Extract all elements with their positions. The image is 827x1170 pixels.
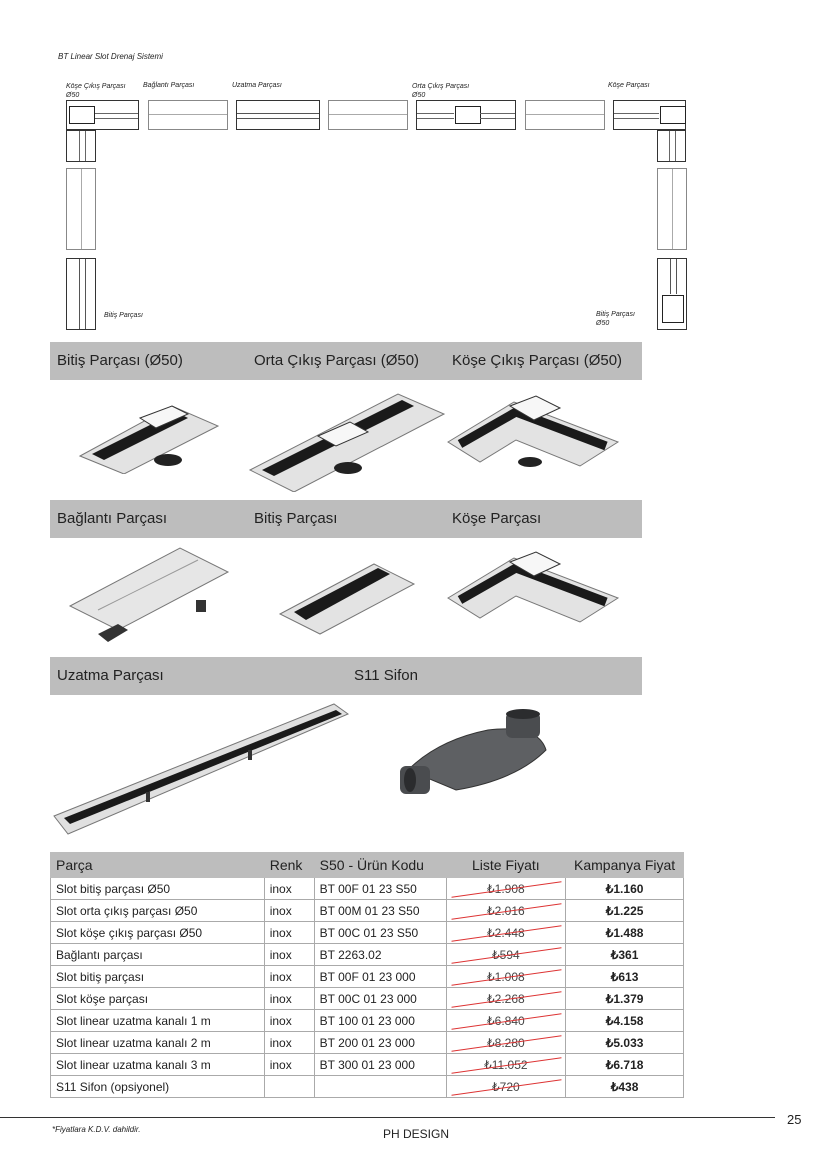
vat-footnote: *Fiyatlara K.D.V. dahildir.	[52, 1125, 141, 1134]
cell-list-price: ₺2.016	[446, 900, 566, 922]
end-part-photo	[278, 558, 416, 638]
brand-name: PH DESIGN	[383, 1127, 450, 1141]
cell-code	[314, 1076, 446, 1098]
label-baglanti: Bağlantı Parçası	[143, 82, 195, 89]
section-label: Orta Çıkış Parçası (Ø50)	[254, 352, 420, 369]
table-row	[51, 1010, 684, 1032]
cell-color: inox	[264, 1054, 314, 1076]
end-outlet-photo	[78, 396, 220, 474]
diagram-right-connector	[657, 168, 687, 250]
cell-color: inox	[264, 878, 314, 900]
corner-outlet-photo	[446, 392, 622, 486]
cell-campaign-price: ₺438	[566, 1076, 684, 1098]
cell-code: BT 00C 01 23 000	[314, 988, 446, 1010]
cell-campaign-price: ₺4.158	[566, 1010, 684, 1032]
table-row	[51, 944, 684, 966]
label-orta-cikis: Orta Çıkış Parçası Ø50	[412, 83, 470, 99]
cell-code: BT 00F 01 23 S50	[314, 878, 446, 900]
cell-color: inox	[264, 944, 314, 966]
cell-code: BT 00F 01 23 000	[314, 966, 446, 988]
table-row	[51, 900, 684, 922]
table-row	[51, 988, 684, 1010]
diagram-connector-part-2	[525, 100, 605, 130]
cell-code: BT 300 01 23 000	[314, 1054, 446, 1076]
section-header-1	[50, 342, 642, 380]
corner-part-photo	[446, 548, 622, 640]
cell-list-price: ₺1.908	[446, 878, 566, 900]
cell-color	[264, 1076, 314, 1098]
table-row	[51, 1076, 684, 1098]
table-row	[51, 966, 684, 988]
section-label: Bağlantı Parçası	[57, 510, 168, 527]
section-header-3	[50, 657, 642, 695]
header-list-price: Liste Fiyatı	[446, 853, 566, 878]
cell-code: BT 100 01 23 000	[314, 1010, 446, 1032]
label-uzatma: Uzatma Parçası	[232, 82, 282, 89]
section-label: Köşe Parçası	[452, 510, 542, 527]
cell-list-price: ₺2.448	[446, 922, 566, 944]
cell-list-price: ₺720	[446, 1076, 566, 1098]
cell-part: Slot bitiş parçası	[51, 966, 265, 988]
label-kose-cikis: Köşe Çıkış Parçası Ø50	[66, 83, 126, 99]
diagram-extension-part-2	[328, 100, 408, 130]
cell-code: BT 200 01 23 000	[314, 1032, 446, 1054]
cell-part: Bağlantı parçası	[51, 944, 265, 966]
header-part: Parça	[51, 853, 265, 878]
diagram-corner-outlet-part	[66, 100, 139, 130]
header-code: S50 - Ürün Kodu	[314, 853, 446, 878]
diagram-corner-outlet-leg	[66, 130, 96, 162]
diagram-end-part-left	[66, 258, 96, 330]
header-campaign-price: Kampanya Fiyat	[566, 853, 684, 878]
diagram-corner-part	[613, 100, 686, 130]
label-bitis-right: Bitiş Parçası Ø50	[596, 311, 635, 327]
cell-list-price: ₺11.052	[446, 1054, 566, 1076]
diagram-extension-part	[236, 100, 320, 130]
cell-campaign-price: ₺6.718	[566, 1054, 684, 1076]
cell-part: Slot linear uzatma kanalı 2 m	[51, 1032, 265, 1054]
cell-code: BT 00C 01 23 S50	[314, 922, 446, 944]
cell-campaign-price: ₺1.379	[566, 988, 684, 1010]
section-header-2	[50, 500, 642, 538]
system-title: BT Linear Slot Drenaj Sistemi	[58, 52, 163, 61]
label-bitis-left: Bitiş Parçası	[104, 312, 143, 319]
cell-color: inox	[264, 922, 314, 944]
cell-color: inox	[264, 1010, 314, 1032]
diagram-connector-part	[148, 100, 228, 130]
table-row	[51, 922, 684, 944]
diagram-end-outlet-right	[657, 258, 687, 330]
siphon-photo	[398, 708, 558, 804]
cell-part: S11 Sifon (opsiyonel)	[51, 1076, 265, 1098]
cell-part: Slot orta çıkış parçası Ø50	[51, 900, 265, 922]
section-label: Bitiş Parçası	[254, 510, 338, 527]
diagram-middle-outlet-part	[416, 100, 516, 130]
cell-color: inox	[264, 966, 314, 988]
diagram-corner-leg	[657, 130, 686, 162]
header-color: Renk	[264, 853, 314, 878]
cell-campaign-price: ₺1.225	[566, 900, 684, 922]
cell-campaign-price: ₺1.488	[566, 922, 684, 944]
section-label: S11 Sifon	[354, 667, 418, 684]
table-row	[51, 1054, 684, 1076]
extension-channel-photo	[52, 700, 350, 838]
table-row	[51, 878, 684, 900]
table-header-row	[51, 853, 684, 878]
label-kose: Köşe Parçası	[608, 82, 650, 89]
diagram-left-connector	[66, 168, 96, 250]
cell-color: inox	[264, 900, 314, 922]
connector-photo	[68, 544, 230, 650]
cell-code: BT 2263.02	[314, 944, 446, 966]
cell-list-price: ₺6.840	[446, 1010, 566, 1032]
cell-campaign-price: ₺1.160	[566, 878, 684, 900]
cell-campaign-price: ₺613	[566, 966, 684, 988]
section-label: Köşe Çıkış Parçası (Ø50)	[452, 352, 623, 369]
price-table	[50, 852, 684, 1098]
cell-color: inox	[264, 1032, 314, 1054]
cell-part: Slot köşe parçası	[51, 988, 265, 1010]
cell-campaign-price: ₺5.033	[566, 1032, 684, 1054]
section-label: Uzatma Parçası	[57, 667, 164, 684]
section-label: Bitiş Parçası (Ø50)	[57, 352, 183, 369]
cell-part: Slot köşe çıkış parçası Ø50	[51, 922, 265, 944]
cell-list-price: ₺2.268	[446, 988, 566, 1010]
cell-list-price: ₺8.280	[446, 1032, 566, 1054]
middle-outlet-photo	[248, 392, 446, 492]
cell-part: Slot linear uzatma kanalı 1 m	[51, 1010, 265, 1032]
footer-divider	[0, 1117, 775, 1118]
cell-code: BT 00M 01 23 S50	[314, 900, 446, 922]
cell-list-price: ₺1.008	[446, 966, 566, 988]
cell-part: Slot linear uzatma kanalı 3 m	[51, 1054, 265, 1076]
cell-part: Slot bitiş parçası Ø50	[51, 878, 265, 900]
page-number: 25	[787, 1112, 802, 1127]
cell-color: inox	[264, 988, 314, 1010]
cell-list-price: ₺594	[446, 944, 566, 966]
table-row	[51, 1032, 684, 1054]
cell-campaign-price: ₺361	[566, 944, 684, 966]
